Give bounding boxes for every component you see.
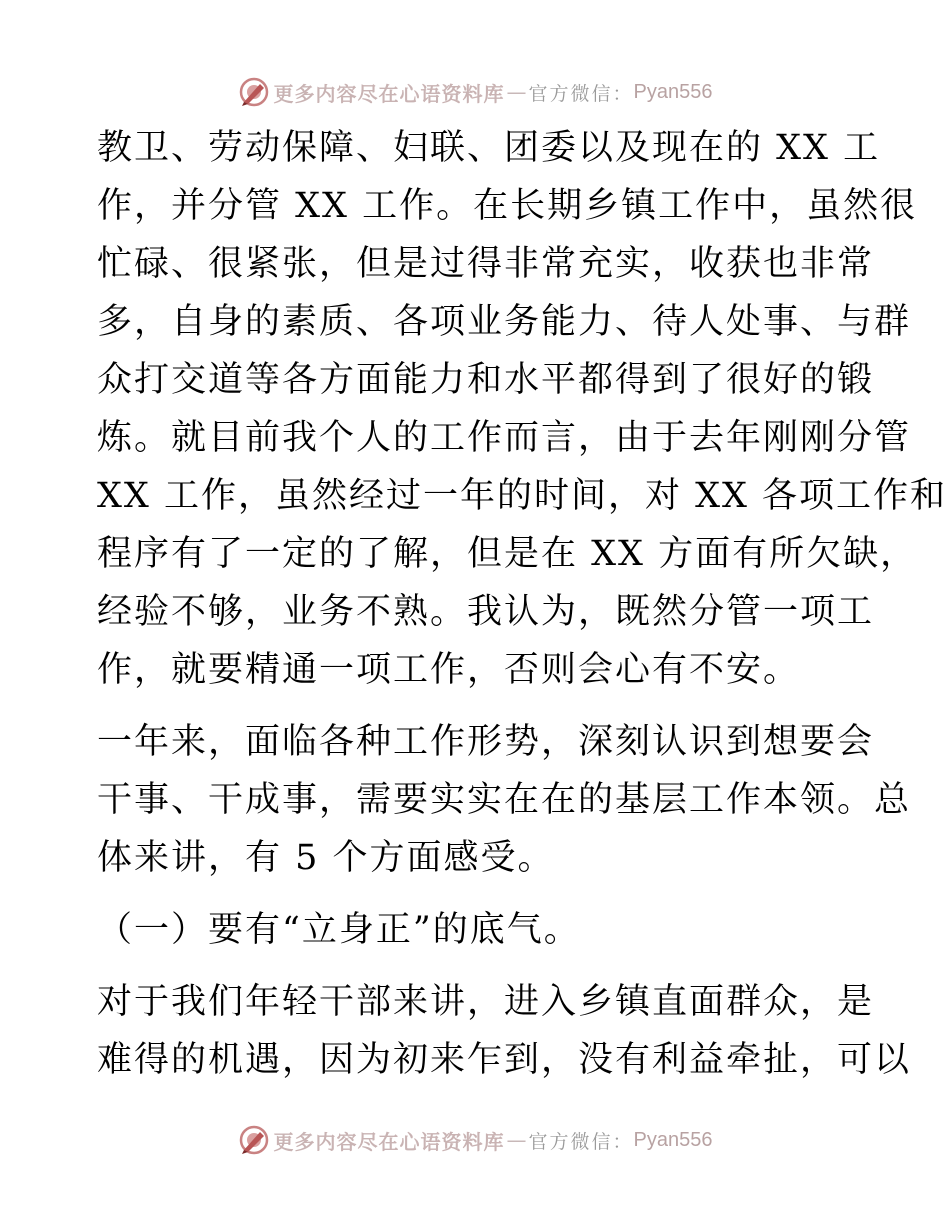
paragraph-1 bbox=[97, 119, 948, 699]
text-line: 教卫、劳动保障、妇联、团委以及现在的 XX 工 bbox=[97, 128, 881, 168]
text-line: 难得的机遇，因为初来乍到，没有利益牵扯，可以 bbox=[97, 1040, 912, 1080]
text-line: 炼。就目前我个人的工作而言，由于去年刚刚分管 bbox=[97, 418, 912, 458]
text-line: 多，自身的素质、各项业务能力、待人处事、与群 bbox=[97, 302, 912, 342]
text-line: XX 工作，虽然经过一年的时间，对 XX 各项工作和 bbox=[97, 476, 948, 516]
watermark-account: Pyan556 bbox=[633, 1128, 713, 1151]
watermark-separator: — bbox=[506, 80, 527, 104]
watermark-label: 官方微信： bbox=[528, 1130, 634, 1153]
section-heading bbox=[97, 901, 857, 959]
pen-logo-icon bbox=[238, 76, 270, 108]
paragraph-3 bbox=[97, 973, 912, 1089]
text-line: 程序有了一定的了解，但是在 XX 方面有所欠缺， bbox=[97, 534, 918, 574]
header-watermark bbox=[0, 72, 950, 112]
footer-watermark bbox=[0, 1120, 950, 1160]
watermark-account: Pyan556 bbox=[633, 80, 713, 103]
watermark-brand: 更多内容尽在心语资料库 bbox=[273, 81, 505, 106]
text-line: 干事、干成事，需要实实在在的基层工作本领。总 bbox=[97, 780, 912, 820]
document-body bbox=[97, 119, 948, 1089]
text-line: 对于我们年轻干部来讲，进入乡镇直面群众，是 bbox=[97, 982, 875, 1022]
paragraph-2 bbox=[97, 713, 912, 887]
pen-logo-icon bbox=[238, 1124, 270, 1156]
text-line: 众打交道等各方面能力和水平都得到了很好的锻 bbox=[97, 360, 875, 400]
text-line: 经验不够，业务不熟。我认为，既然分管一项工 bbox=[97, 592, 875, 632]
watermark-brand: 更多内容尽在心语资料库 bbox=[273, 1129, 505, 1154]
watermark-label: 官方微信： bbox=[528, 82, 634, 105]
text-line: 作，就要精通一项工作，否则会心有不安。 bbox=[97, 650, 801, 690]
heading-text: （一）要有“立身正”的底气。 bbox=[97, 910, 581, 950]
text-line: 一年来，面临各种工作形势，深刻认识到想要会 bbox=[97, 722, 875, 762]
watermark-separator: — bbox=[506, 1128, 527, 1152]
text-line: 忙碌、很紧张，但是过得非常充实，收获也非常 bbox=[97, 244, 875, 284]
text-line: 体来讲，有 5 个方面感受。 bbox=[97, 838, 555, 878]
text-line: 作，并分管 XX 工作。在长期乡镇工作中，虽然很 bbox=[97, 186, 918, 226]
